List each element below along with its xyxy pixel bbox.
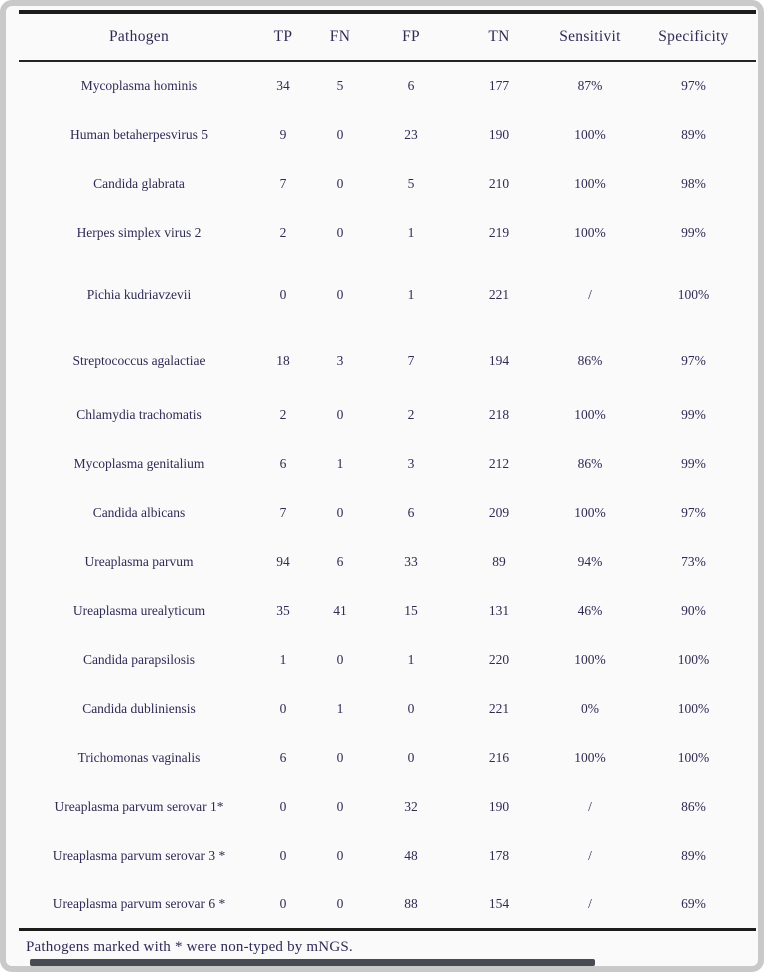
specificity-value: 69% — [631, 880, 756, 929]
table-row — [19, 488, 756, 537]
tp-value: 7 — [279, 504, 287, 520]
column-header-specificity: Specificity — [631, 12, 756, 61]
table-row — [19, 61, 756, 110]
table-header — [19, 12, 756, 61]
sensitivity-value: 0% — [581, 700, 599, 716]
tn-value: 212 — [488, 455, 510, 471]
tn-value: 89 — [492, 553, 506, 569]
fp-value: 32 — [404, 798, 418, 814]
tp-value: 0 — [279, 700, 287, 716]
tp-value: 9 — [279, 126, 287, 142]
table-body — [19, 61, 756, 929]
sensitivity-value: 100% — [574, 126, 606, 142]
table-row — [19, 782, 756, 831]
pathogen-name: Mycoplasma genitalium — [73, 455, 205, 471]
fn-value: 0 — [336, 504, 344, 520]
scan-edge-artifact — [30, 959, 595, 966]
header-row — [19, 12, 756, 61]
tp-value: 6 — [279, 455, 287, 471]
tp-value: 0 — [279, 286, 287, 302]
pathogen-name: Candida albicans — [92, 504, 186, 520]
table-row — [19, 439, 756, 488]
sensitivity-value: 100% — [574, 224, 606, 240]
tn-value: 131 — [488, 602, 510, 618]
table-row — [19, 110, 756, 159]
fp-value: 1 — [407, 286, 415, 302]
fn-value: 1 — [336, 455, 344, 471]
fn-value: 0 — [336, 406, 344, 422]
sensitivity-value: / — [588, 798, 592, 814]
fp-value: 23 — [404, 126, 418, 142]
pathogen-name: Chlamydia trachomatis — [76, 406, 202, 422]
fp-value: 15 — [404, 602, 418, 618]
table-row — [19, 586, 756, 635]
pathogen-name: Ureaplasma urealyticum — [72, 602, 206, 618]
sensitivity-value: 100% — [574, 749, 606, 765]
table-row — [19, 635, 756, 684]
specificity-value: 97% — [681, 353, 706, 368]
tn-value: 220 — [488, 651, 510, 667]
fp-value: 0 — [407, 749, 415, 765]
pathogen-name: Pichia kudriavzevii — [86, 286, 192, 302]
sensitivity-value: 100% — [574, 175, 606, 191]
pathogen-name: Ureaplasma parvum — [84, 553, 194, 569]
specificity-value: 86% — [681, 798, 706, 814]
pathogen-name: Mycoplasma hominis — [80, 78, 198, 93]
sensitivity-value: / — [588, 286, 592, 302]
sensitivity-value: / — [588, 847, 592, 863]
sensitivity-value: 100% — [574, 406, 606, 422]
specificity-value: 100% — [677, 651, 710, 667]
fp-value: 5 — [407, 175, 415, 191]
pathogen-name: Streptococcus agalactiae — [72, 353, 206, 368]
table-row — [19, 208, 756, 257]
sensitivity-value: 87% — [577, 78, 603, 93]
sensitivity-value: 100% — [574, 651, 606, 667]
fp-value: 6 — [407, 504, 415, 520]
fp-value: 1 — [407, 224, 415, 240]
fn-value: 5 — [336, 78, 344, 93]
specificity-value: 89% — [681, 847, 706, 863]
specificity-value: 100% — [677, 749, 710, 765]
fp-value: 6 — [407, 78, 415, 93]
fn-value: 0 — [336, 749, 344, 765]
fp-value: 7 — [407, 353, 415, 368]
tn-value: 154 — [449, 880, 549, 929]
pathogen-name: Candida parapsilosis — [82, 651, 196, 667]
pathogen-name: Human betaherpesvirus 5 — [70, 126, 208, 142]
pathogen-name: Candida glabrata — [93, 175, 185, 191]
specificity-value: 90% — [681, 602, 706, 618]
fn-value: 0 — [336, 798, 344, 814]
fn-value: 6 — [336, 553, 344, 569]
specificity-value: 73% — [681, 553, 706, 569]
fn-value: 0 — [336, 224, 344, 240]
fp-value: 2 — [407, 406, 415, 422]
fn-value: 0 — [336, 847, 344, 863]
table-row — [19, 880, 756, 929]
sensitivity-value: 100% — [574, 504, 606, 520]
sensitivity-value: 86% — [577, 353, 603, 368]
table-row — [19, 831, 756, 880]
table-row — [19, 159, 756, 208]
tn-value: 190 — [488, 126, 510, 142]
sensitivity-value: 86% — [577, 455, 603, 471]
tn-value: 190 — [488, 798, 510, 814]
fp-value: 88 — [373, 880, 449, 929]
fp-value: 0 — [407, 700, 415, 716]
specificity-value: 99% — [681, 455, 706, 471]
sensitivity-value: / — [549, 880, 631, 929]
tp-value: 7 — [279, 175, 287, 191]
pathogen-name: Herpes simplex virus 2 — [76, 224, 202, 240]
fp-value: 48 — [404, 847, 418, 863]
tp-value: 0 — [259, 880, 307, 929]
specificity-value: 99% — [681, 406, 706, 422]
column-header-sensitivity: Sensitivit — [549, 12, 631, 61]
fp-value: 33 — [404, 553, 418, 569]
fn-value: 1 — [336, 700, 344, 716]
tp-value: 2 — [279, 406, 287, 422]
table-row — [19, 257, 756, 332]
table-row — [19, 390, 756, 439]
fn-value: 0 — [336, 651, 344, 667]
table-row — [19, 684, 756, 733]
tn-value: 221 — [488, 700, 510, 716]
fn-value: 0 — [336, 175, 344, 191]
fn-value: 0 — [336, 126, 344, 142]
specificity-value: 99% — [681, 224, 706, 240]
tn-value: 219 — [488, 224, 510, 240]
tp-value: 2 — [279, 224, 287, 240]
table-row — [19, 733, 756, 782]
column-header-pathogen: Pathogen — [19, 12, 259, 61]
tp-value: 6 — [279, 749, 287, 765]
specificity-value: 100% — [677, 286, 710, 302]
tn-value: 210 — [488, 175, 510, 191]
fp-value: 3 — [407, 455, 415, 471]
table-row — [19, 332, 756, 390]
tn-value: 177 — [488, 78, 510, 93]
pathogen-name: Ureaplasma parvum serovar 3 * — [52, 847, 226, 863]
tp-value: 34 — [276, 78, 290, 93]
tn-value: 216 — [488, 749, 510, 765]
tn-value: 209 — [488, 504, 510, 520]
column-header-fn: FN — [307, 12, 373, 61]
fn-value: 3 — [336, 353, 344, 368]
sensitivity-value: 46% — [577, 602, 603, 618]
sensitivity-value: 94% — [577, 553, 603, 569]
fn-value: 0 — [336, 286, 344, 302]
tp-value: 0 — [279, 847, 287, 863]
fn-value: 41 — [333, 602, 347, 618]
tp-value: 0 — [279, 798, 287, 814]
column-header-tp: TP — [259, 12, 307, 61]
pathogen-results-table — [19, 10, 756, 931]
fn-value: 0 — [307, 880, 373, 929]
pathogen-name: Ureaplasma parvum serovar 1* — [54, 798, 224, 814]
column-header-tn: TN — [449, 12, 549, 61]
specificity-value: 100% — [677, 700, 710, 716]
fp-value: 1 — [407, 651, 415, 667]
tn-value: 194 — [488, 353, 510, 368]
column-header-fp: FP — [373, 12, 449, 61]
tn-value: 178 — [488, 847, 510, 863]
tn-value: 221 — [488, 286, 510, 302]
pathogen-name: Candida dubliniensis — [82, 700, 196, 716]
pathogen-name: Ureaplasma parvum serovar 6 * — [19, 880, 259, 929]
pathogen-name: Trichomonas vaginalis — [77, 749, 201, 765]
tp-value: 94 — [276, 553, 290, 569]
table-row — [19, 537, 756, 586]
tp-value: 35 — [276, 602, 290, 618]
tp-value: 1 — [279, 651, 287, 667]
specificity-value: 97% — [681, 78, 706, 93]
tn-value: 218 — [488, 406, 510, 422]
specificity-value: 89% — [681, 126, 706, 142]
specificity-value: 97% — [681, 504, 706, 520]
footnote: Pathogens marked with * were non-typed by mNGS. — [26, 938, 353, 955]
specificity-value: 98% — [681, 175, 706, 191]
tp-value: 18 — [276, 353, 290, 368]
